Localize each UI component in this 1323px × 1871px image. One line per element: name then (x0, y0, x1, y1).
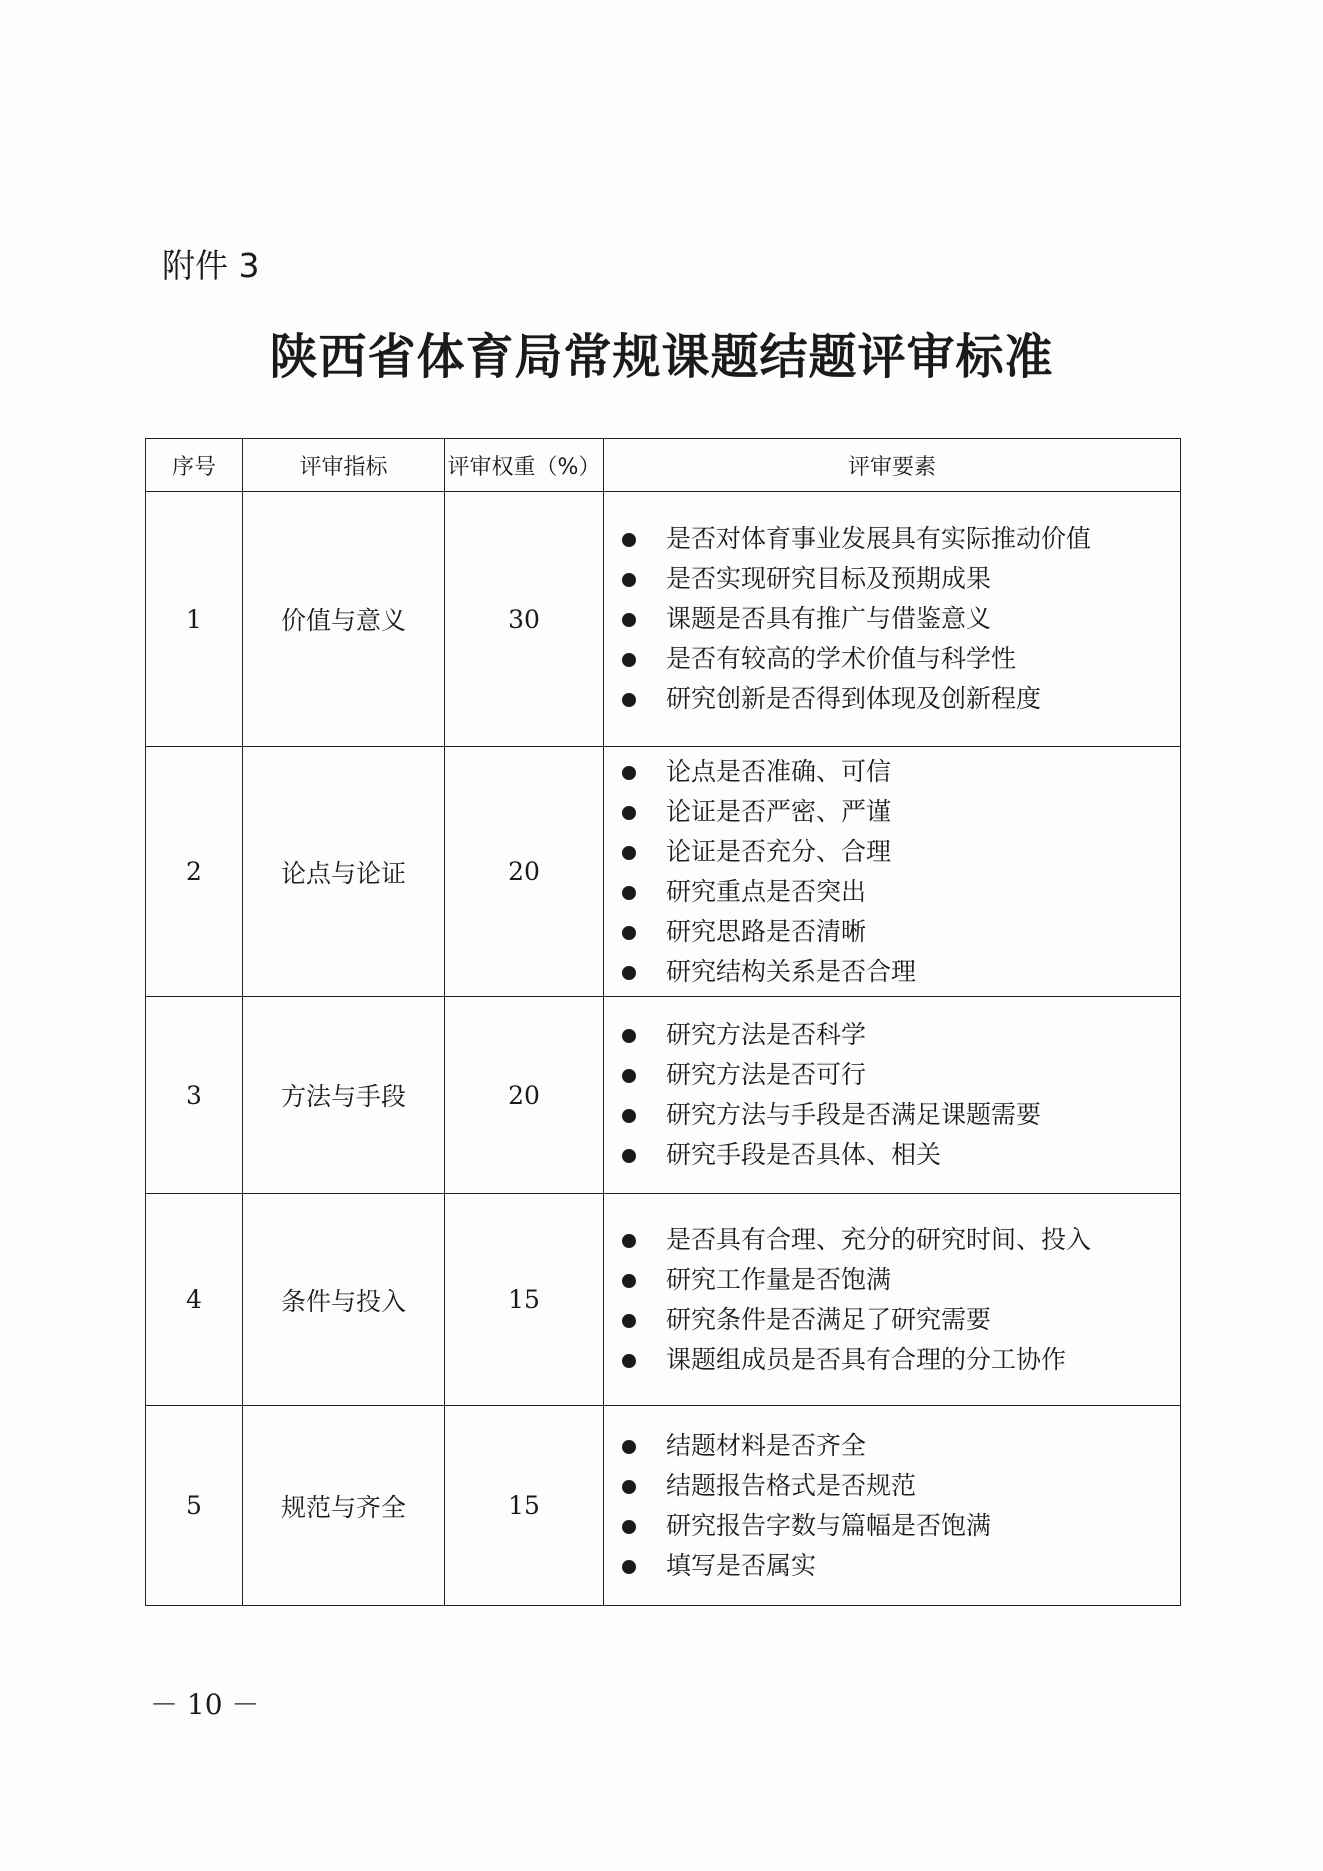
element-text: 研究报告字数与篇幅是否饱满 (666, 1510, 992, 1540)
bullet-icon (622, 653, 636, 667)
row-elements (604, 747, 1181, 997)
list-item (618, 832, 1180, 872)
table-row (146, 747, 1181, 997)
list-item (618, 599, 1180, 639)
row-indicator: 价值与意义 (243, 492, 445, 747)
element-text: 研究方法与手段是否满足课题需要 (666, 1100, 1042, 1129)
list-item (618, 872, 1180, 912)
element-text: 研究方法是否科学 (666, 1020, 867, 1049)
element-text: 研究手段是否具体、相关 (666, 1140, 942, 1169)
header-weight: 评审权重（%） (445, 439, 604, 492)
evaluation-criteria-table (145, 438, 1181, 1606)
row-weight: 15 (445, 1194, 604, 1406)
row-number: 1 (146, 492, 243, 747)
list-item (618, 952, 1180, 992)
header-indicator: 评审指标 (243, 439, 445, 492)
table-header-row (146, 439, 1181, 492)
bullet-icon (622, 613, 636, 627)
row-elements (604, 1194, 1181, 1406)
attachment-label: 附件 3 (162, 246, 260, 285)
list-item (618, 1466, 1180, 1506)
bullet-icon (622, 1314, 636, 1328)
list-item (618, 1260, 1180, 1300)
bullet-icon (622, 1520, 636, 1534)
header-number: 序号 (146, 439, 243, 492)
list-item (618, 752, 1180, 792)
element-text: 是否具有合理、充分的研究时间、投入 (666, 1224, 1092, 1254)
bullet-icon (622, 1480, 636, 1494)
list-item (618, 1426, 1180, 1466)
element-list (604, 752, 1180, 992)
element-text: 课题是否具有推广与借鉴意义 (666, 604, 992, 633)
element-text: 研究重点是否突出 (666, 876, 867, 906)
bullet-icon (622, 1234, 636, 1248)
bullet-icon (622, 1029, 636, 1043)
bullet-icon (622, 926, 636, 940)
list-item (618, 1095, 1180, 1135)
bullet-icon (622, 573, 636, 587)
bullet-icon (622, 766, 636, 780)
row-indicator: 论点与论证 (243, 747, 445, 997)
bullet-icon (622, 966, 636, 980)
table-row (146, 1406, 1181, 1606)
bullet-icon (622, 886, 636, 900)
table-row (146, 492, 1181, 747)
row-elements (604, 997, 1181, 1194)
row-indicator: 方法与手段 (243, 997, 445, 1194)
page-number: － 10 － (150, 1688, 260, 1721)
list-item (618, 1340, 1180, 1380)
element-text: 课题组成员是否具有合理的分工协作 (666, 1344, 1067, 1374)
element-text: 结题报告格式是否规范 (666, 1470, 917, 1500)
row-elements (604, 1406, 1181, 1606)
element-text: 是否对体育事业发展具有实际推动价值 (666, 524, 1092, 553)
element-text: 研究创新是否得到体现及创新程度 (666, 684, 1042, 713)
list-item (618, 1506, 1180, 1546)
table-row (146, 997, 1181, 1194)
table-row (146, 1194, 1181, 1406)
element-list (604, 519, 1180, 719)
element-text: 研究结构关系是否合理 (666, 956, 917, 986)
element-text: 论证是否充分、合理 (666, 836, 892, 866)
row-indicator: 规范与齐全 (243, 1406, 445, 1606)
bullet-icon (622, 846, 636, 860)
row-number: 2 (146, 747, 243, 997)
row-indicator: 条件与投入 (243, 1194, 445, 1406)
element-text: 论证是否严密、严谨 (666, 796, 892, 826)
row-number: 4 (146, 1194, 243, 1406)
bullet-icon (622, 693, 636, 707)
list-item (618, 792, 1180, 832)
element-text: 论点是否准确、可信 (666, 756, 892, 786)
element-list (604, 1220, 1180, 1380)
bullet-icon (622, 1440, 636, 1454)
row-number: 5 (146, 1406, 243, 1606)
list-item (618, 639, 1180, 679)
row-weight: 20 (445, 747, 604, 997)
bullet-icon (622, 1149, 636, 1163)
list-item (618, 1015, 1180, 1055)
row-elements (604, 492, 1181, 747)
list-item (618, 519, 1180, 559)
element-list (604, 1015, 1180, 1175)
bullet-icon (622, 1560, 636, 1574)
element-text: 填写是否属实 (666, 1550, 817, 1580)
element-text: 研究思路是否清晰 (666, 916, 867, 946)
header-elements: 评审要素 (604, 439, 1181, 492)
list-item (618, 1300, 1180, 1340)
element-text: 结题材料是否齐全 (666, 1430, 867, 1460)
element-text: 是否实现研究目标及预期成果 (666, 564, 992, 593)
bullet-icon (622, 1274, 636, 1288)
bullet-icon (622, 1109, 636, 1123)
row-weight: 20 (445, 997, 604, 1194)
bullet-icon (622, 1069, 636, 1083)
bullet-icon (622, 1354, 636, 1368)
element-text: 是否有较高的学术价值与科学性 (666, 644, 1017, 673)
row-number: 3 (146, 997, 243, 1194)
list-item (618, 1135, 1180, 1175)
list-item (618, 679, 1180, 719)
list-item (618, 1220, 1180, 1260)
row-weight: 30 (445, 492, 604, 747)
element-list (604, 1426, 1180, 1586)
element-text: 研究条件是否满足了研究需要 (666, 1304, 992, 1334)
list-item (618, 1055, 1180, 1095)
list-item (618, 559, 1180, 599)
list-item (618, 912, 1180, 952)
document-title: 陕西省体育局常规课题结题评审标准 (269, 329, 1054, 385)
row-weight: 15 (445, 1406, 604, 1606)
element-text: 研究方法是否可行 (666, 1060, 867, 1089)
element-text: 研究工作量是否饱满 (666, 1264, 892, 1294)
bullet-icon (622, 806, 636, 820)
bullet-icon (622, 533, 636, 547)
list-item (618, 1546, 1180, 1586)
